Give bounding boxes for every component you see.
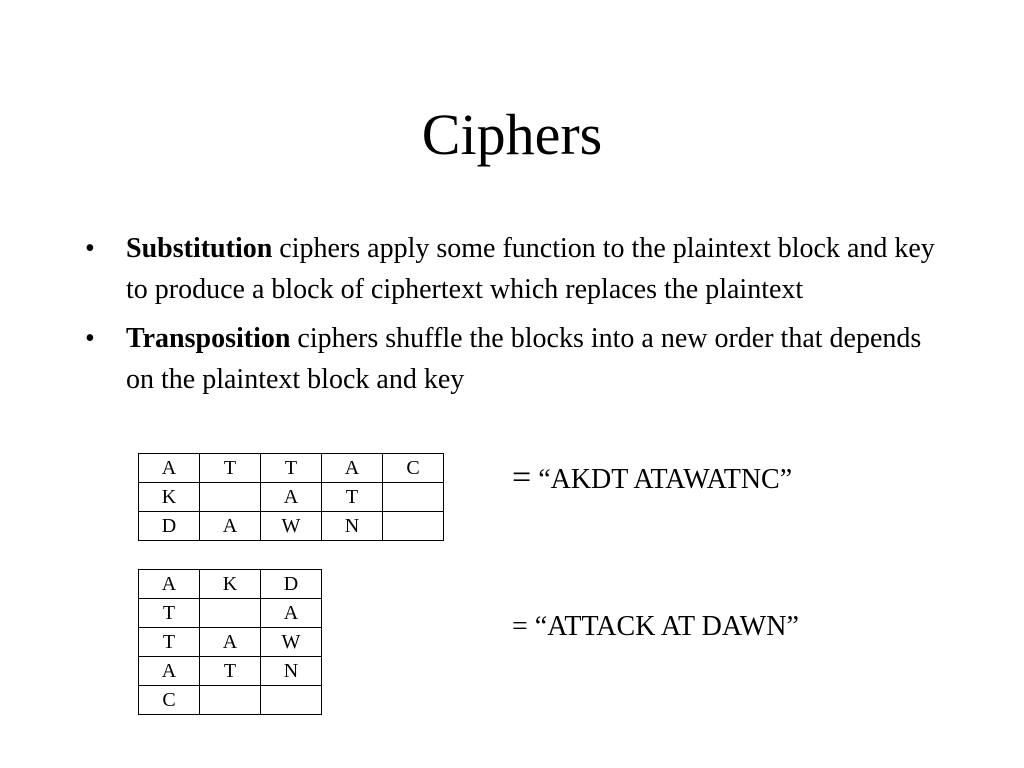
term-substitution: Substitution [126, 233, 273, 264]
grid-cell: A [322, 454, 383, 483]
bullet-marker: • [85, 233, 95, 264]
grid-cell [200, 483, 261, 512]
grid-cell: T [200, 454, 261, 483]
grid-cell: A [139, 454, 200, 483]
grid-row [139, 599, 322, 628]
grid-cell: N [261, 657, 322, 686]
slide-title: Ciphers [421, 102, 603, 167]
grid-cell: W [261, 512, 322, 541]
grid-row [139, 657, 322, 686]
grid-cell: K [139, 483, 200, 512]
transposition-grid-columns [138, 569, 322, 715]
grid-cell [261, 686, 322, 715]
grid-row [139, 686, 322, 715]
grid-cell: K [200, 570, 261, 599]
grid-cell: C [383, 454, 444, 483]
term-transposition: Transposition [126, 323, 291, 354]
grid-cell: A [200, 628, 261, 657]
grid-cell: W [261, 628, 322, 657]
result-plaintext [512, 610, 799, 644]
grid-cell: T [322, 483, 383, 512]
bullet-substitution [85, 228, 945, 310]
grid-cell: A [261, 599, 322, 628]
grid-cell: T [139, 599, 200, 628]
grid-cell: T [261, 454, 322, 483]
grid-cell [200, 686, 261, 715]
equals-sign: = [512, 459, 532, 496]
equals-sign: = [512, 611, 528, 642]
grid-cell [383, 483, 444, 512]
bullet-text-transposition: ciphers shuffle the blocks into a new order that depends on the plaintext block and key [126, 323, 922, 395]
grid-cell [200, 599, 261, 628]
grid-cell: C [139, 686, 200, 715]
grid-cell [383, 512, 444, 541]
ciphertext-value: “AKDT ATAWATNC” [531, 464, 793, 495]
bullet-marker: • [85, 323, 95, 354]
grid-cell: D [261, 570, 322, 599]
result-ciphertext [512, 461, 792, 497]
grid-row [139, 570, 322, 599]
grid-cell: A [200, 512, 261, 541]
grid-cell: A [139, 657, 200, 686]
bullet-list [85, 228, 945, 408]
grid-cell: D [139, 512, 200, 541]
transposition-grid-rows [138, 453, 444, 541]
grid-row [139, 483, 444, 512]
bullet-transposition [85, 318, 945, 400]
grid-row [139, 628, 322, 657]
grid-row [139, 454, 444, 483]
bullet-text-substitution: ciphers apply some function to the plaintext block and key to produce a block of ciphertext which replaces the plaintext [126, 233, 935, 305]
grid-cell: N [322, 512, 383, 541]
grid-cell: T [200, 657, 261, 686]
plaintext-value: “ATTACK AT DAWN” [527, 611, 799, 642]
grid-cell: A [261, 483, 322, 512]
grid-cell: T [139, 628, 200, 657]
grid-row [139, 512, 444, 541]
grid-cell: A [139, 570, 200, 599]
